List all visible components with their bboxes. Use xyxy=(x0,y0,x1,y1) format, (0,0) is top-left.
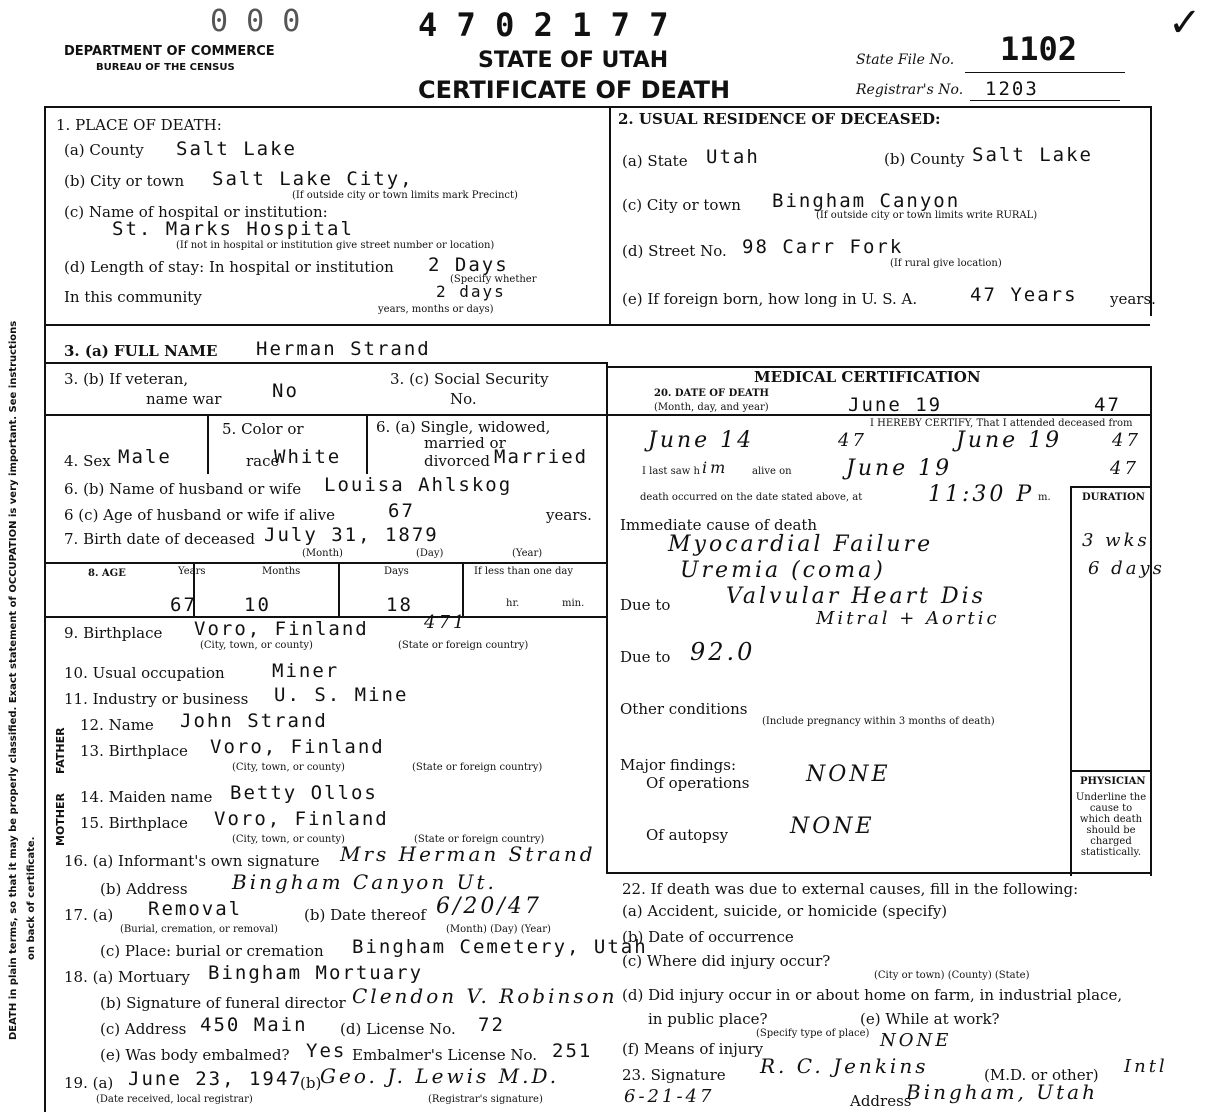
age-months-header: Months xyxy=(262,566,301,577)
res-street-value: 98 Carr Fork xyxy=(742,236,904,258)
veteran-label: 3. (b) If veteran, xyxy=(64,370,189,388)
signature-label: 23. Signature xyxy=(622,1066,726,1084)
file-no-label: State File No. xyxy=(856,52,955,68)
age-days: 18 xyxy=(386,594,413,616)
registrar-signature: Geo. J. Lewis M.D. xyxy=(320,1064,560,1088)
physician-signature: R. C. Jenkins xyxy=(760,1054,929,1078)
medical-heading: MEDICAL CERTIFICATION xyxy=(754,368,981,386)
res-street-label: (d) Street No. xyxy=(622,242,727,260)
license-value: 72 xyxy=(478,1014,505,1036)
place-note: (City or town) (County) (State) xyxy=(874,970,1030,981)
physician-label: PHYSICIAN xyxy=(1080,776,1146,787)
res-foreign-label: (e) If foreign born, how long in U. S. A. xyxy=(622,290,918,308)
place-label: (c) Place: burial or cremation xyxy=(100,942,324,960)
signature-date: 6-21-47 xyxy=(624,1086,715,1107)
sex-label: 4. Sex xyxy=(64,452,111,470)
industry-label: 11. Industry or business xyxy=(64,690,249,708)
embalmer-value: 251 xyxy=(552,1040,593,1062)
mdy-note: (Month) (Day) (Year) xyxy=(446,924,551,935)
director-signature: Clendon V. Robinson xyxy=(352,984,618,1008)
department: DEPARTMENT OF COMMERCE xyxy=(64,44,275,59)
registrar-no: 1203 xyxy=(985,78,1039,100)
spouse-age-value: 67 xyxy=(388,500,415,522)
while-at-work-label: (e) While at work? xyxy=(860,1010,1000,1028)
ss-label-2: No. xyxy=(450,390,477,408)
major-findings-label: Major findings: xyxy=(620,756,737,774)
date-of-death-label: 20. DATE OF DEATH xyxy=(654,388,769,399)
md-value: Intl xyxy=(1124,1056,1168,1077)
veteran-label-2: name war xyxy=(146,390,222,408)
res-city-value: Bingham Canyon xyxy=(772,190,961,212)
age-label: 8. AGE xyxy=(88,568,126,579)
check-mark: ✓ xyxy=(1168,0,1202,46)
cause-1b: Uremia (coma) xyxy=(680,558,886,583)
address2-value: 450 Main xyxy=(200,1014,308,1036)
community-label: In this community xyxy=(64,288,202,306)
other-conditions-label: Other conditions xyxy=(620,700,748,718)
registrar-note: (Registrar's signature) xyxy=(428,1094,543,1105)
spouse-label: 6. (b) Name of husband or wife xyxy=(64,480,302,498)
serial-stamp: 0 0 0 xyxy=(210,4,301,39)
community-value: 2 days xyxy=(436,282,506,301)
time-m: m. xyxy=(1038,492,1051,503)
mother-side-label: MOTHER xyxy=(54,793,67,846)
father-city-note: (City, town, or county) xyxy=(232,762,345,773)
residence-heading: 2. USUAL RESIDENCE OF DECEASED: xyxy=(618,110,941,128)
side-instructions: DEATH in plain terms, so that it may be properly classified. Exact statement of OCCUPATION is very important. See instructions xyxy=(8,320,19,1040)
received-label: 19. (a) xyxy=(64,1074,114,1092)
year-note: (Year) xyxy=(512,548,543,559)
registrar-no-label: Registrar's No. xyxy=(856,82,964,98)
attended-to: June 19 xyxy=(956,428,1063,453)
sex-value: Male xyxy=(118,446,172,468)
place-value: Bingham Cemetery, Utah xyxy=(352,936,648,958)
embalmer-label: Embalmer's License No. xyxy=(352,1046,538,1064)
ymd-note: years, months or days) xyxy=(378,304,494,315)
last-saw-him: im xyxy=(702,458,729,477)
other-conditions-note: (Include pregnancy within 3 months of death) xyxy=(762,716,995,727)
date-thereof-label: (b) Date thereof xyxy=(304,906,426,924)
father-side-label: FATHER xyxy=(54,727,67,774)
date-of-death: June 19 xyxy=(848,394,943,416)
due-to-1b: Mitral + Aortic xyxy=(816,608,1000,629)
embalmed-value: Yes xyxy=(306,1040,347,1062)
birth-value: July 31, 1879 xyxy=(264,524,439,546)
age-years: 67 xyxy=(170,594,197,616)
marital-value: Married xyxy=(494,446,589,468)
birthplace-value: Voro, Finland xyxy=(194,618,369,640)
date-thereof-value: 6/20/47 xyxy=(436,894,542,919)
city-label: (b) City or town xyxy=(64,172,185,190)
state-country-note: (State or foreign country) xyxy=(398,640,529,651)
mother-name-label: 14. Maiden name xyxy=(80,788,213,806)
race-label: race xyxy=(246,452,280,470)
occurred-label: death occurred on the date stated above, at xyxy=(640,492,863,503)
autopsy-value: NONE xyxy=(790,814,875,839)
sig-address-label: Address xyxy=(850,1092,912,1110)
city-town-note: (City, town, or county) xyxy=(200,640,313,651)
hr-label: hr. xyxy=(506,598,520,609)
address-label: (b) Address xyxy=(100,880,188,898)
min-label: min. xyxy=(562,598,585,609)
due-to-1-label: Due to xyxy=(620,596,671,614)
spouse-value: Louisa Ahlskog xyxy=(324,474,513,496)
embalmed-label: (e) Was body embalmed? xyxy=(100,1046,290,1064)
duration-header: DURATION xyxy=(1082,492,1145,503)
birthplace-label: 9. Birthplace xyxy=(64,624,163,642)
bureau: BUREAU OF THE CENSUS xyxy=(96,62,235,73)
county-label: (a) County xyxy=(64,141,144,159)
marital-label: 6. (a) Single, widowed, xyxy=(376,418,551,436)
full-name-label: 3. (a) FULL NAME xyxy=(64,342,218,360)
burial-note: (Burial, cremation, or removal) xyxy=(120,924,278,935)
res-state-value: Utah xyxy=(706,146,760,168)
veteran-value: No xyxy=(272,380,299,402)
res-street-note: (If rural give location) xyxy=(890,258,1002,269)
res-county-value: Salt Lake xyxy=(972,144,1093,166)
mother-state-note: (State or foreign country) xyxy=(414,834,545,845)
external-causes-label: 22. If death was due to external causes, fill in the following: xyxy=(622,880,1079,898)
marital-label-2: married or xyxy=(424,434,506,452)
file-no: 1102 xyxy=(1000,30,1078,68)
physician-note: Underline the cause to which death should be charged statistically. xyxy=(1075,792,1147,858)
cause-1: Myocardial Failure xyxy=(668,532,934,557)
color-label: 5. Color or xyxy=(222,420,304,438)
farm-label: (d) Did injury occur in or about home on farm, in industrial place, xyxy=(622,986,1123,1004)
attended-from: June 14 xyxy=(648,428,755,453)
city-note: (If outside city or town limits mark Precinct) xyxy=(292,190,518,201)
address-value: Bingham Canyon Ut. xyxy=(232,870,497,894)
attended-from-year: 47 xyxy=(838,430,867,451)
res-city-note: (If outside city or town limits write RURAL) xyxy=(816,210,1038,221)
death-year: 47 xyxy=(1094,394,1121,416)
last-saw-year: 47 xyxy=(1110,458,1139,479)
autopsy-label: Of autopsy xyxy=(646,826,729,844)
occurrence-label: (b) Date of occurrence xyxy=(622,928,794,946)
res-foreign-value: 47 Years xyxy=(970,284,1078,306)
informant-signature: Mrs Herman Strand xyxy=(340,842,596,866)
birth-label: 7. Birth date of deceased xyxy=(64,530,255,548)
father-state-note: (State or foreign country) xyxy=(412,762,543,773)
accident-label: (a) Accident, suicide, or homicide (specify) xyxy=(622,902,948,920)
ss-label: 3. (c) Social Security xyxy=(390,370,549,388)
city-value: Salt Lake City, xyxy=(212,168,414,190)
received-b-label: (b) xyxy=(300,1074,322,1092)
res-county-label: (b) County xyxy=(884,150,965,168)
received-value: June 23, 1947 xyxy=(128,1068,303,1090)
mother-city-note: (City, town, or county) xyxy=(232,834,345,845)
informant-label: 16. (a) Informant's own signature xyxy=(64,852,320,870)
full-name-value: Herman Strand xyxy=(256,338,431,360)
race-value: White xyxy=(274,446,342,468)
birthplace-code: 471 xyxy=(424,612,468,633)
res-years: years. xyxy=(1110,290,1156,308)
address2-label: (c) Address xyxy=(100,1020,187,1038)
month-note: (Month) xyxy=(302,548,343,559)
operations-label: Of operations xyxy=(646,774,750,792)
serial-number: 4 7 0 2 1 7 7 xyxy=(418,6,669,44)
spouse-age-label: 6 (c) Age of husband or wife if alive xyxy=(64,506,336,524)
public-place-label: in public place? xyxy=(648,1010,768,1028)
sig-address-value: Bingham, Utah xyxy=(906,1080,1098,1104)
mortuary-label: 18. (a) Mortuary xyxy=(64,968,190,986)
side-instructions-2: on back of certificate. xyxy=(26,836,37,960)
mother-birth-label: 15. Birthplace xyxy=(80,814,188,832)
state-title: STATE OF UTAH xyxy=(478,48,669,73)
stay-label: (d) Length of stay: In hospital or institution xyxy=(64,258,394,276)
stay-value: 2 Days xyxy=(428,254,509,276)
hospital-note: (If not in hospital or institution give street number or location) xyxy=(176,240,495,251)
occupation-value: Miner xyxy=(272,660,340,682)
where-label: (c) Where did injury occur? xyxy=(622,952,831,970)
duration-1b: 6 days xyxy=(1088,558,1165,579)
age-days-header: Days xyxy=(384,566,409,577)
mother-birth-value: Voro, Finland xyxy=(214,808,389,830)
res-city-label: (c) City or town xyxy=(622,196,741,214)
director-label: (b) Signature of funeral director xyxy=(100,994,346,1012)
last-saw-date: June 19 xyxy=(846,456,953,481)
hospital-value: St. Marks Hospital xyxy=(112,218,354,240)
father-birth-value: Voro, Finland xyxy=(210,736,385,758)
received-note: (Date received, local registrar) xyxy=(96,1094,253,1105)
alive-on-label: alive on xyxy=(752,466,792,477)
burial-label: 17. (a) xyxy=(64,906,114,924)
due-to-1: Valvular Heart Dis xyxy=(726,584,986,609)
less-than-day-header: If less than one day xyxy=(474,566,573,577)
occupation-label: 10. Usual occupation xyxy=(64,664,225,682)
marital-label-3: divorced xyxy=(424,452,490,470)
operations-value: NONE xyxy=(806,762,891,787)
specify-note: (Specify whether xyxy=(450,274,537,285)
license-label: (d) License No. xyxy=(340,1020,456,1038)
burial-value: Removal xyxy=(148,898,243,920)
means-label: (f) Means of injury xyxy=(622,1040,764,1058)
spouse-years: years. xyxy=(546,506,592,524)
mother-name-value: Betty Ollos xyxy=(230,782,378,804)
hospital-label: (c) Name of hospital or institution: xyxy=(64,203,328,221)
day-note: (Day) xyxy=(416,548,444,559)
means-value: NONE xyxy=(880,1030,952,1051)
place-of-death-heading: 1. PLACE OF DEATH: xyxy=(56,116,222,134)
attended-to-year: 47 xyxy=(1112,430,1141,451)
time-of-death: 11:30 P xyxy=(928,482,1035,507)
duration-1: 3 wks xyxy=(1082,530,1150,551)
type-of-place-note: (Specify type of place) xyxy=(756,1028,870,1039)
immediate-cause-label: Immediate cause of death xyxy=(620,516,818,534)
due-to-2-code: 92.0 xyxy=(690,638,756,666)
mortuary-value: Bingham Mortuary xyxy=(208,962,424,984)
father-birth-label: 13. Birthplace xyxy=(80,742,188,760)
father-name-label: 12. Name xyxy=(80,716,154,734)
certify-label: I HEREBY CERTIFY, That I attended deceased from xyxy=(870,418,1133,429)
age-years-header: Years xyxy=(178,566,206,577)
age-months: 10 xyxy=(244,594,271,616)
md-label: (M.D. or other) xyxy=(984,1066,1099,1084)
date-of-death-sub: (Month, day, and year) xyxy=(654,402,769,413)
industry-value: U. S. Mine xyxy=(274,684,409,706)
due-to-2-label: Due to xyxy=(620,648,671,666)
certificate-title: CERTIFICATE OF DEATH xyxy=(418,76,731,104)
res-state-label: (a) State xyxy=(622,152,688,170)
county-value: Salt Lake xyxy=(176,138,297,160)
last-saw-label: I last saw h xyxy=(642,466,700,477)
father-name-value: John Strand xyxy=(180,710,328,732)
